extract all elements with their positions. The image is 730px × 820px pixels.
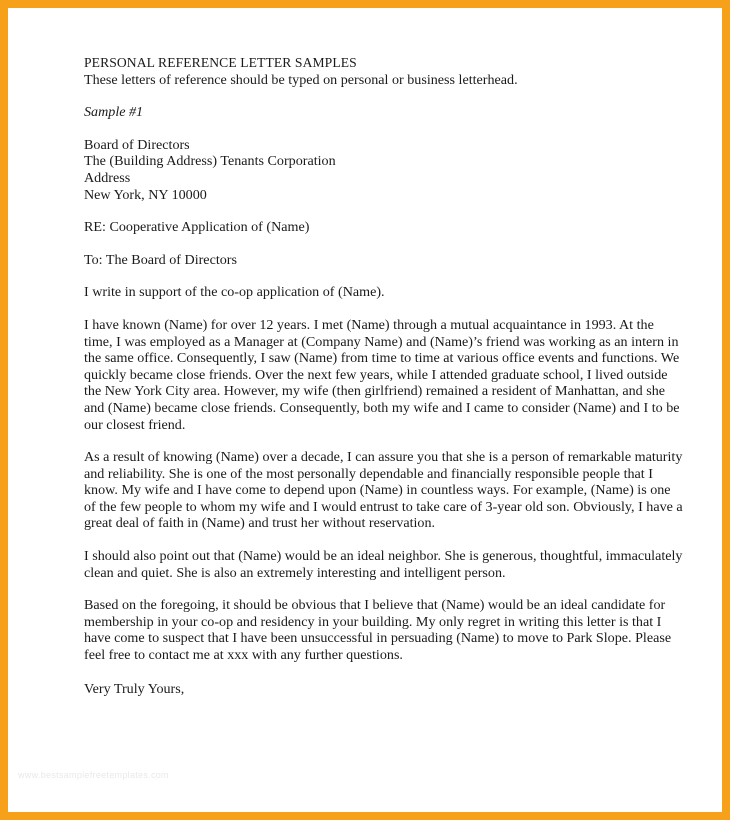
document-title: PERSONAL REFERENCE LETTER SAMPLES [84,55,357,70]
to-line: To: The Board of Directors [84,251,237,268]
watermark-text: www.bestsamplefreetemplates.com [18,770,169,780]
letter-paragraph: As a result of knowing (Name) over a decade, I can assure you that she is a person of remarkable maturity and reliability. She is one of the most personally dependable and financially responsible people that I know. My wife and I have come to depend upon (Name) in countless ways. For example, (Name) is one of the few people to whom my wife and I would entrust to take care of 3-year old son. Obviously, I have a great deal of faith in (Name) and trust her without reservation. [84,449,683,532]
document-header [84,55,684,88]
letter-paragraph: Based on the foregoing, it should be obvious that I believe that (Name) would be an ideal candidate for membership in your co-op and residency in your building. My only regret in writing this letter is that I have come to suspect that I have been unsuccessful in persuading (Name) to move to Park Slope. Please feel free to contact me at xxx with any further questions. [84,597,672,664]
letter-paragraph: I have known (Name) for over 12 years. I met (Name) through a mutual acquaintance in 1993. At the time, I was employed as a Manager at (Company Name) and (Name)’s friend was working as an intern in the same office. Consequently, I saw (Name) from time to time at various office events and functions. We quickly became close friends. Over the next few years, while I attended graduate school, I lived outside the New York City area. However, my wife (then girlfriend) remained a resident of Manhattan, and she and (Name) became close friends. Consequently, both my wife and I came to consider (Name) and I to be our closest friend. [84,316,680,433]
letter-paragraph: I write in support of the co-op application of (Name). [84,284,385,301]
address-line: The (Building Address) Tenants Corporation [84,153,336,170]
address-line: New York, NY 10000 [84,186,207,203]
address-line: Board of Directors [84,136,190,153]
sample-label: Sample #1 [84,104,144,121]
letter-closing: Very Truly Yours, [84,680,185,697]
recipient-address [84,137,684,203]
letter-document [84,55,684,697]
re-line: RE: Cooperative Application of (Name) [84,219,310,236]
address-line: Address [84,169,131,186]
letter-paragraph: I should also point out that (Name) would be an ideal neighbor. She is generous, thoughtful, immaculately clean and quiet. She is also an extremely interesting and intelligent person. [84,548,683,581]
document-intro: These letters of reference should be typed on personal or business letterhead. [84,71,518,88]
